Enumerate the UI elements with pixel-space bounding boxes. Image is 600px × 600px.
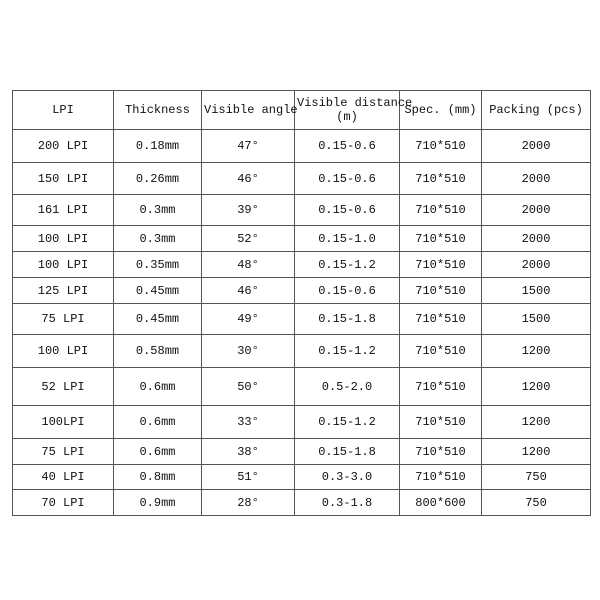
table-row bbox=[13, 130, 591, 163]
header-visible-distance-line1: Visible distance bbox=[297, 96, 413, 110]
cell-distance: 0.15-1.2 bbox=[295, 335, 400, 368]
cell-distance: 0.3-1.8 bbox=[295, 490, 400, 516]
cell-packing: 2000 bbox=[482, 130, 591, 163]
cell-spec: 710*510 bbox=[400, 465, 482, 490]
cell-spec: 710*510 bbox=[400, 335, 482, 368]
cell-angle: 46° bbox=[202, 278, 295, 304]
cell-thickness: 0.45mm bbox=[114, 304, 202, 335]
cell-thickness: 0.6mm bbox=[114, 406, 202, 439]
cell-spec: 710*510 bbox=[400, 130, 482, 163]
cell-packing: 1200 bbox=[482, 335, 591, 368]
cell-spec: 710*510 bbox=[400, 278, 482, 304]
cell-lpi: 100 LPI bbox=[13, 226, 114, 252]
cell-thickness: 0.3mm bbox=[114, 195, 202, 226]
cell-spec: 800*600 bbox=[400, 490, 482, 516]
cell-lpi: 40 LPI bbox=[13, 465, 114, 490]
cell-angle: 48° bbox=[202, 252, 295, 278]
table-row bbox=[13, 335, 591, 368]
cell-packing: 1500 bbox=[482, 278, 591, 304]
cell-packing: 1200 bbox=[482, 368, 591, 406]
cell-angle: 39° bbox=[202, 195, 295, 226]
cell-thickness: 0.3mm bbox=[114, 226, 202, 252]
cell-angle: 52° bbox=[202, 226, 295, 252]
table-row bbox=[13, 465, 591, 490]
table-row bbox=[13, 163, 591, 195]
cell-angle: 38° bbox=[202, 439, 295, 465]
cell-spec: 710*510 bbox=[400, 406, 482, 439]
header-spec: Spec. (mm) bbox=[400, 91, 482, 130]
table-row bbox=[13, 406, 591, 439]
cell-lpi: 100LPI bbox=[13, 406, 114, 439]
cell-lpi: 52 LPI bbox=[13, 368, 114, 406]
cell-angle: 47° bbox=[202, 130, 295, 163]
cell-thickness: 0.45mm bbox=[114, 278, 202, 304]
cell-angle: 46° bbox=[202, 163, 295, 195]
table-row bbox=[13, 368, 591, 406]
cell-lpi: 161 LPI bbox=[13, 195, 114, 226]
cell-spec: 710*510 bbox=[400, 195, 482, 226]
cell-packing: 1200 bbox=[482, 439, 591, 465]
cell-lpi: 100 LPI bbox=[13, 335, 114, 368]
cell-thickness: 0.18mm bbox=[114, 130, 202, 163]
cell-thickness: 0.6mm bbox=[114, 368, 202, 406]
cell-packing: 2000 bbox=[482, 226, 591, 252]
cell-lpi: 75 LPI bbox=[13, 439, 114, 465]
cell-lpi: 125 LPI bbox=[13, 278, 114, 304]
cell-lpi: 75 LPI bbox=[13, 304, 114, 335]
header-visible-distance-unit: (m) bbox=[336, 110, 358, 124]
cell-distance: 0.15-0.6 bbox=[295, 278, 400, 304]
cell-distance: 0.15-1.2 bbox=[295, 252, 400, 278]
table-row bbox=[13, 278, 591, 304]
cell-lpi: 150 LPI bbox=[13, 163, 114, 195]
cell-angle: 49° bbox=[202, 304, 295, 335]
cell-thickness: 0.35mm bbox=[114, 252, 202, 278]
cell-packing: 1200 bbox=[482, 406, 591, 439]
cell-thickness: 0.8mm bbox=[114, 465, 202, 490]
cell-angle: 30° bbox=[202, 335, 295, 368]
table-row bbox=[13, 490, 591, 516]
cell-spec: 710*510 bbox=[400, 226, 482, 252]
header-packing: Packing (pcs) bbox=[482, 91, 591, 130]
cell-spec: 710*510 bbox=[400, 304, 482, 335]
cell-spec: 710*510 bbox=[400, 368, 482, 406]
cell-distance: 0.15-1.2 bbox=[295, 406, 400, 439]
cell-distance: 0.15-1.8 bbox=[295, 304, 400, 335]
cell-packing: 2000 bbox=[482, 252, 591, 278]
cell-angle: 51° bbox=[202, 465, 295, 490]
cell-packing: 1500 bbox=[482, 304, 591, 335]
header-lpi: LPI bbox=[13, 91, 114, 130]
header-visible-angle: Visible angle bbox=[202, 91, 295, 130]
cell-angle: 50° bbox=[202, 368, 295, 406]
table-row bbox=[13, 226, 591, 252]
lenticular-spec-table bbox=[12, 90, 591, 516]
cell-lpi: 100 LPI bbox=[13, 252, 114, 278]
header-thickness: Thickness bbox=[114, 91, 202, 130]
cell-distance: 0.15-0.6 bbox=[295, 195, 400, 226]
cell-distance: 0.15-1.8 bbox=[295, 439, 400, 465]
cell-angle: 33° bbox=[202, 406, 295, 439]
cell-packing: 750 bbox=[482, 490, 591, 516]
cell-distance: 0.15-1.0 bbox=[295, 226, 400, 252]
cell-spec: 710*510 bbox=[400, 439, 482, 465]
cell-thickness: 0.58mm bbox=[114, 335, 202, 368]
cell-distance: 0.15-0.6 bbox=[295, 163, 400, 195]
table-header-row bbox=[13, 91, 591, 130]
cell-thickness: 0.9mm bbox=[114, 490, 202, 516]
cell-angle: 28° bbox=[202, 490, 295, 516]
cell-lpi: 200 LPI bbox=[13, 130, 114, 163]
cell-spec: 710*510 bbox=[400, 163, 482, 195]
table-row bbox=[13, 304, 591, 335]
cell-lpi: 70 LPI bbox=[13, 490, 114, 516]
table-row bbox=[13, 439, 591, 465]
cell-spec: 710*510 bbox=[400, 252, 482, 278]
cell-packing: 2000 bbox=[482, 163, 591, 195]
cell-distance: 0.15-0.6 bbox=[295, 130, 400, 163]
cell-packing: 2000 bbox=[482, 195, 591, 226]
cell-thickness: 0.6mm bbox=[114, 439, 202, 465]
cell-thickness: 0.26mm bbox=[114, 163, 202, 195]
cell-distance: 0.5-2.0 bbox=[295, 368, 400, 406]
cell-packing: 750 bbox=[482, 465, 591, 490]
table-row bbox=[13, 252, 591, 278]
header-visible-distance bbox=[295, 91, 413, 130]
table-row bbox=[13, 195, 591, 226]
cell-distance: 0.3-3.0 bbox=[295, 465, 400, 490]
